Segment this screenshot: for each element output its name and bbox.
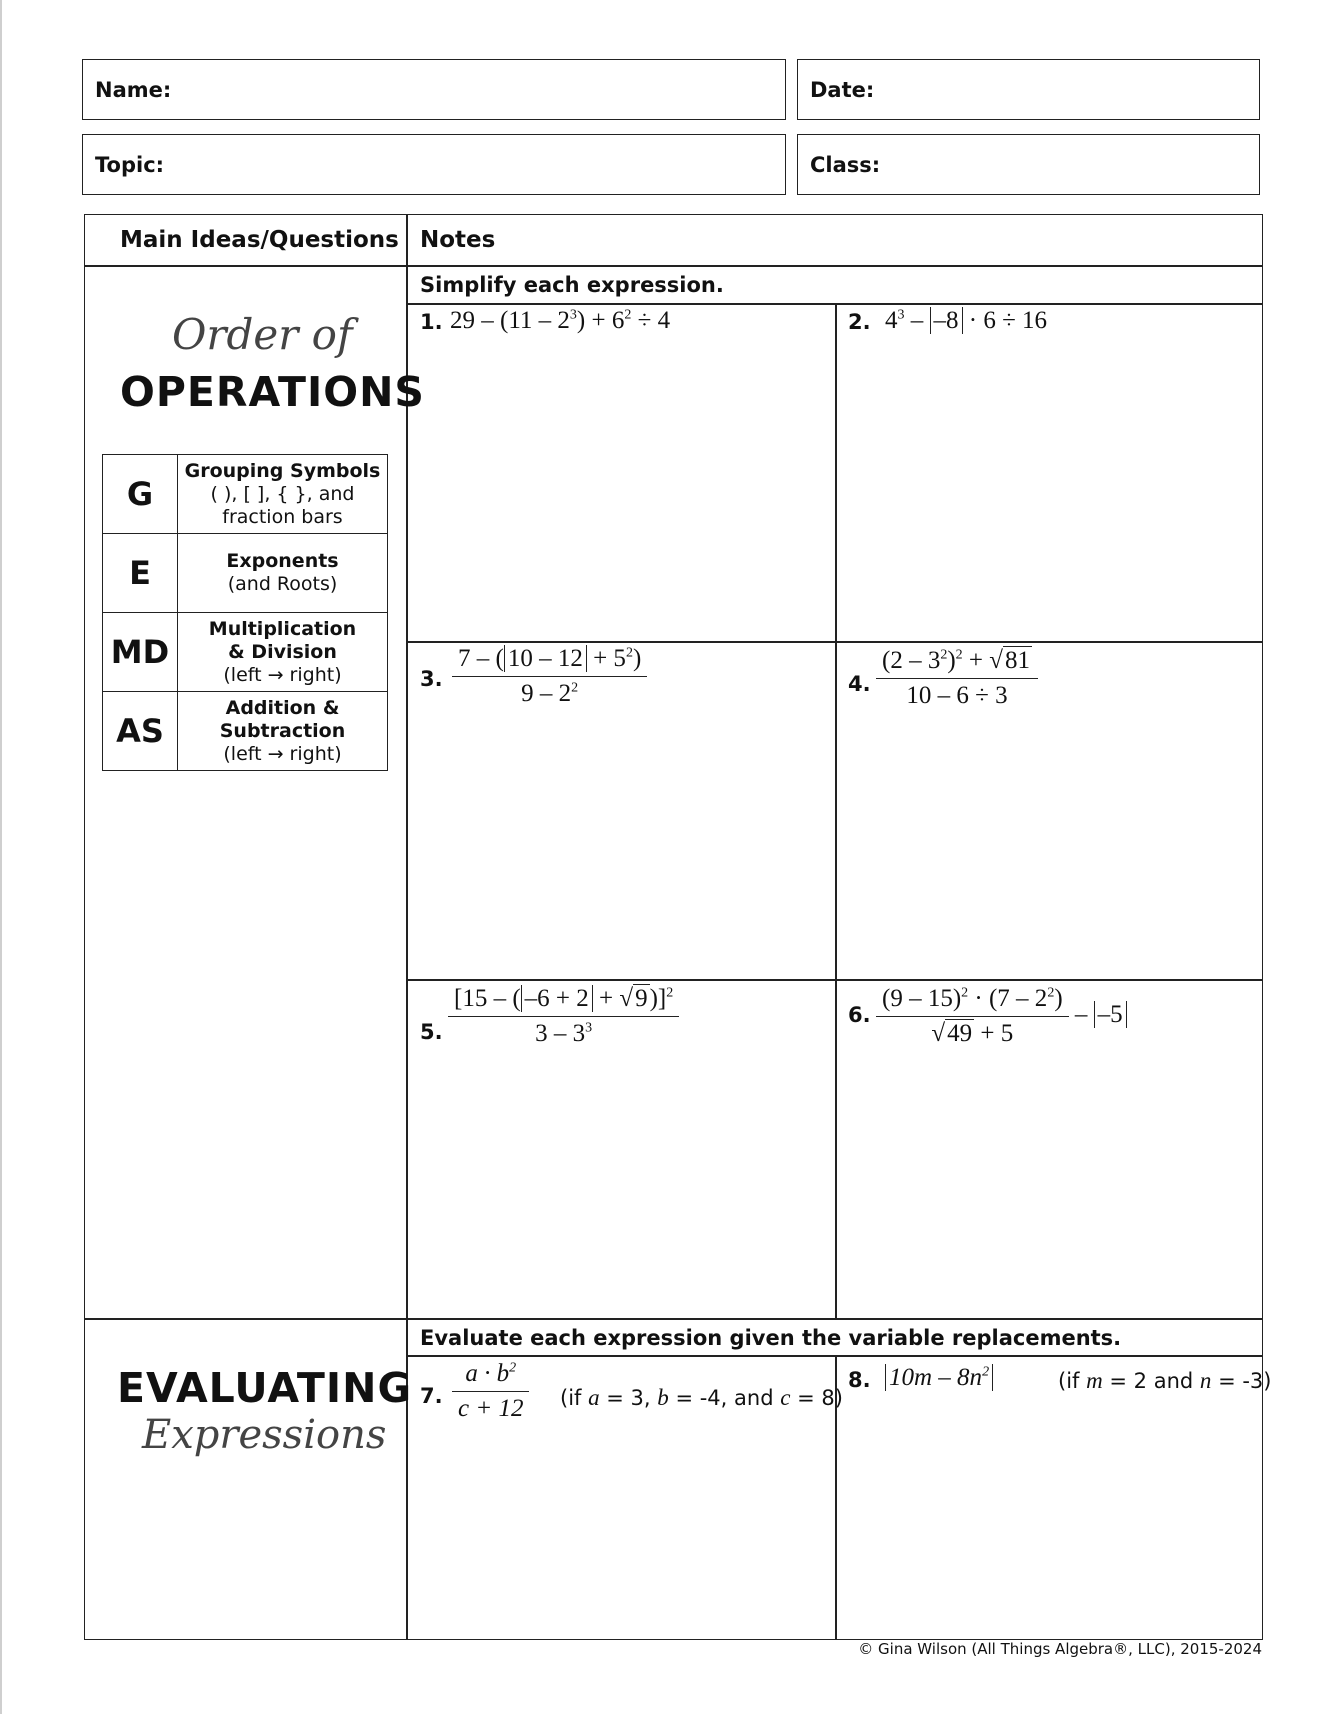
copyright: © Gina Wilson (All Things Algebra®, LLC), 2015-2024	[858, 1640, 1262, 1658]
problem-1-expression: $29 - (11 - 2^3) + 6^2 \div 4$	[450, 307, 671, 334]
problem-column-divider-1	[835, 303, 837, 1318]
left-page-edge	[0, 0, 2, 1714]
sqrt-symbol: √	[931, 1020, 946, 1047]
column-divider	[406, 214, 408, 1640]
expressions-script-title: Expressions	[142, 1412, 387, 1458]
problem-2-number: 2.	[848, 310, 871, 334]
goe-desc-line1: Exponents	[226, 550, 339, 572]
evaluate-instruction: Evaluate each expression given the variable replacements.	[420, 1326, 1122, 1350]
row-divider-2	[406, 979, 1263, 981]
class-field[interactable]	[797, 134, 1260, 195]
problem-4-expression	[876, 647, 1038, 710]
goe-description	[178, 613, 388, 692]
problem-8-expression	[885, 1364, 993, 1392]
operations-title: OPERATIONS	[120, 368, 425, 416]
goe-letter: AS	[103, 692, 178, 771]
sqrt-symbol: √	[619, 985, 634, 1012]
topic-label: Topic:	[95, 153, 165, 177]
problem-3-expression	[452, 645, 647, 708]
main-ideas-header: Main Ideas/Questions	[120, 227, 399, 253]
absolute-value: –5	[1094, 1001, 1127, 1028]
problem-4-number: 4.	[848, 672, 871, 696]
goe-description	[178, 455, 388, 534]
name-field[interactable]	[82, 59, 786, 120]
goe-desc-line2: & Division	[228, 640, 337, 663]
problem-7-number: 7.	[420, 1384, 443, 1408]
goe-desc-line2: ( ), [ ], { }, and	[210, 482, 355, 505]
order-of-script-title: Order of	[172, 310, 353, 359]
goe-desc-line1: Addition &	[225, 696, 340, 719]
absolute-value: –6 + 2	[521, 985, 593, 1012]
goe-row	[103, 534, 388, 613]
goe-row	[103, 455, 388, 534]
problem-2-expression: $4^3 - -8 \cdot 6 \div 16$	[885, 307, 1048, 334]
goe-letter: G	[103, 455, 178, 534]
goe-desc-line3: fraction bars	[222, 505, 343, 528]
problem-8-number: 8.	[848, 1368, 871, 1392]
fraction: $\frac{[15 - ( -6 + 2 + √9)]^2}{3 - 3^3}$	[448, 985, 679, 1048]
goe-desc-line2: (and Roots)	[227, 573, 338, 595]
absolute-value: –8	[930, 307, 963, 334]
radicand: 9	[635, 985, 648, 1012]
section-divider	[84, 1318, 1263, 1320]
date-field[interactable]	[797, 59, 1260, 120]
radicand: 81	[1005, 647, 1030, 674]
table-header-divider	[84, 265, 1263, 267]
notes-header: Notes	[420, 227, 496, 253]
goe-row	[103, 692, 388, 771]
fraction: $\frac{7 - ( 10 - 12 + 5^2)}{9 - 2^2}$	[452, 645, 647, 708]
row-divider-1	[406, 641, 1263, 643]
fraction: $\frac{a \cdot b^2}{c + 12}$	[452, 1360, 529, 1423]
date-label: Date:	[810, 78, 875, 102]
absolute-value: $10m - 8n^2$	[885, 1364, 993, 1391]
problem-3-number: 3.	[420, 667, 443, 691]
topic-field[interactable]	[82, 134, 786, 195]
goe-desc-line2: Subtraction	[219, 719, 346, 742]
problem-1-number: 1.	[420, 310, 443, 334]
problem-7-condition: (if a = 3, b = -4, and c = 8)	[560, 1385, 843, 1410]
goe-desc-line1: Multiplication	[208, 617, 357, 640]
goe-desc-line3: (left → right)	[223, 663, 342, 686]
goe-desc-line1: Grouping Symbols	[184, 459, 381, 482]
problem-8-condition: (if m = 2 and n = -3)	[1058, 1368, 1272, 1393]
evaluating-title: EVALUATING	[117, 1364, 413, 1412]
sqrt-symbol: √	[989, 647, 1003, 674]
goe-desc-line3: (left → right)	[223, 742, 342, 765]
problem-6-number: 6.	[848, 1003, 871, 1027]
goe-letter: MD	[103, 613, 178, 692]
radicand: 49	[947, 1020, 973, 1047]
fraction: $\frac{(2 - 3^2)^2 + √81}{10 - 6 \div 3}$	[876, 647, 1038, 710]
simplify-instruction: Simplify each expression.	[420, 273, 724, 297]
goe-description	[178, 534, 388, 613]
goe-row	[103, 613, 388, 692]
problem-7-expression	[452, 1360, 529, 1423]
class-label: Class:	[810, 153, 881, 177]
name-label: Name:	[95, 78, 172, 102]
absolute-value: 10 – 12	[504, 645, 587, 672]
order-of-operations-table	[102, 454, 388, 771]
goe-description	[178, 692, 388, 771]
fraction: $\frac{(9 - 15)^2 \cdot (7 - 2^2)}{√49 + 5}$	[876, 985, 1069, 1048]
problem-6-expression: $\frac{(9 - 15)^2 \cdot (7 - 2^2)}{√49 + 5}$ – –5	[876, 985, 1127, 1048]
problem-5-expression	[448, 985, 679, 1048]
goe-letter: E	[103, 534, 178, 613]
problem-5-number: 5.	[420, 1020, 443, 1044]
